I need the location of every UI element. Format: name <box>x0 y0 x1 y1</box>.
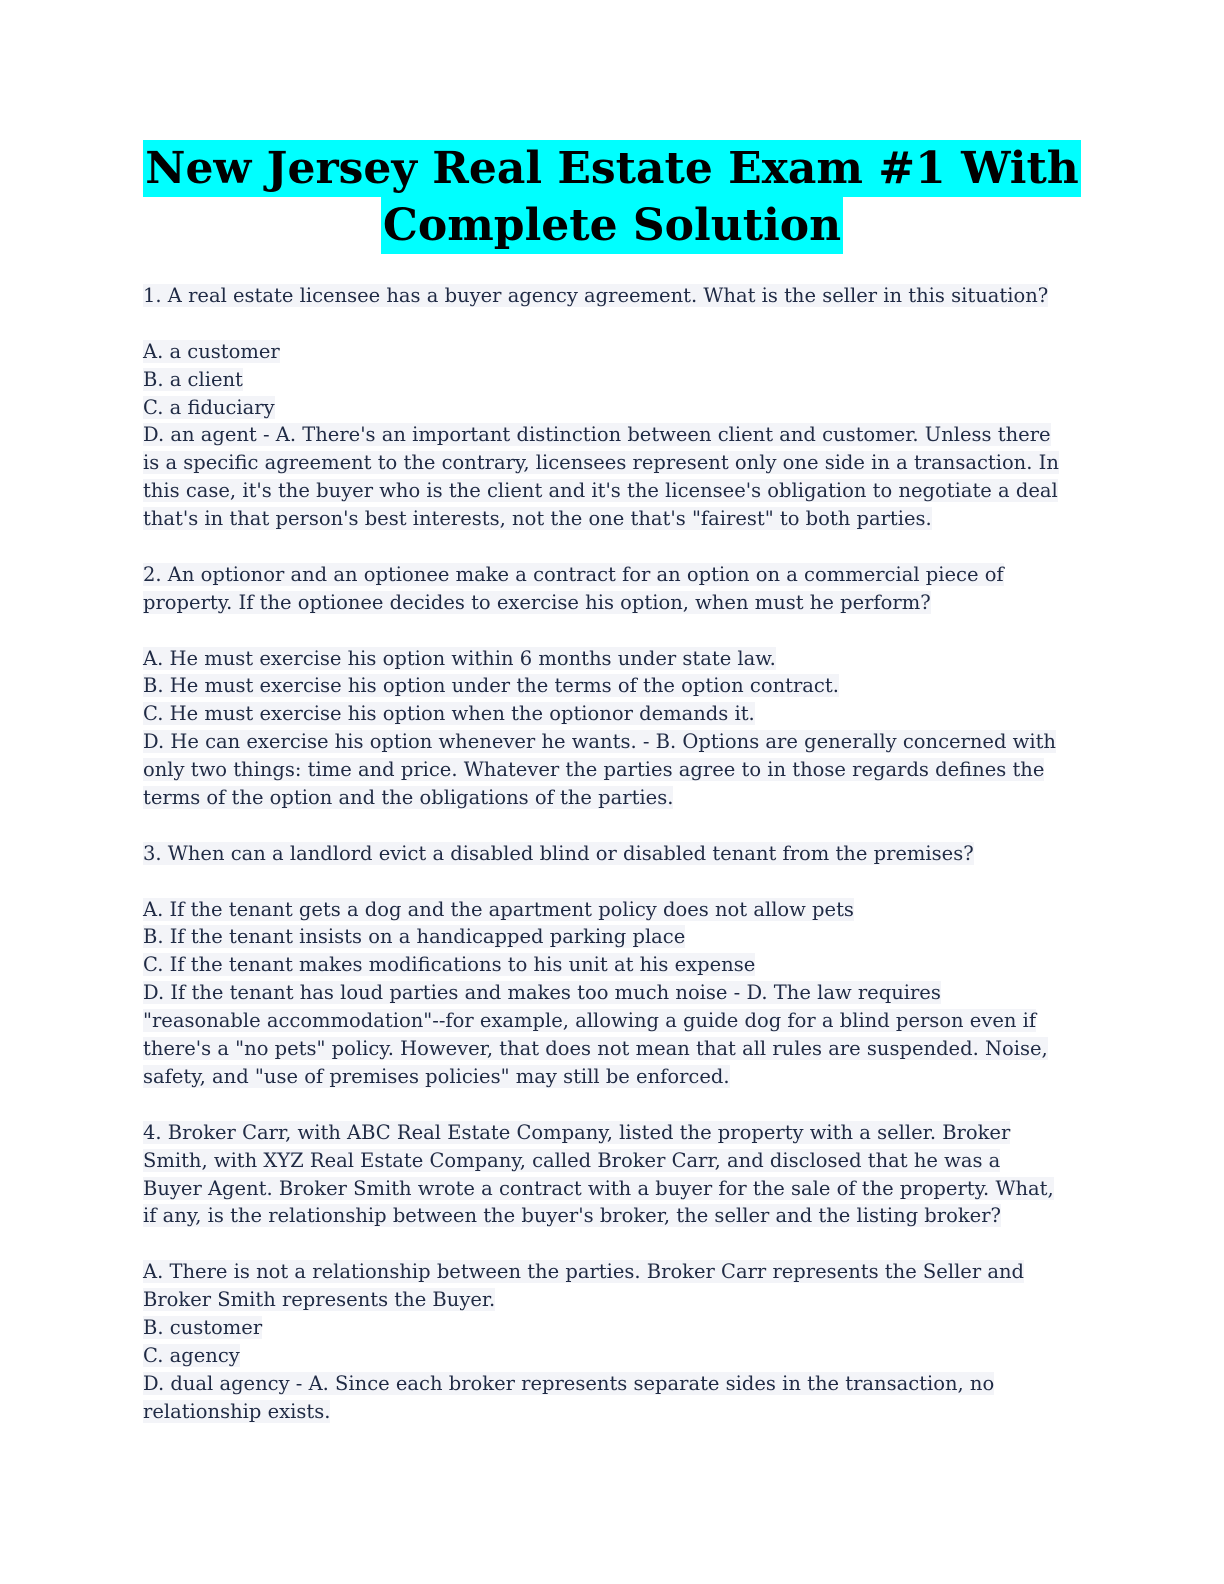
answer-explanation: is a specific agreement to the contrary, licensees represent only one side in a transaction. In <box>143 451 1059 475</box>
answer-choice: C. If the tenant makes modifications to his unit at his expense <box>143 953 756 977</box>
answer-choice: Broker Smith represents the Buyer. <box>143 1288 496 1312</box>
title-line-1: New Jersey Real Estate Exam #1 With <box>143 140 1081 197</box>
answer-choice: D. an agent - A. There's an important distinction between client and customer. Unless there <box>143 423 1051 447</box>
question-stem: Buyer Agent. Broker Smith wrote a contract with a buyer for the sale of the property. What, <box>143 1176 1054 1200</box>
question-list <box>143 282 1083 1426</box>
answer-explanation: relationship exists. <box>143 1399 331 1423</box>
answer-choice: A. a customer <box>143 339 280 363</box>
question-2 <box>143 561 1083 812</box>
answer-choice: A. He must exercise his option within 6 months under state law. <box>143 646 776 670</box>
answer-explanation: safety, and "use of premises policies" may still be enforced. <box>143 1064 730 1088</box>
answer-choice: B. customer <box>143 1315 263 1339</box>
question-stem: 4. Broker Carr, with ABC Real Estate Company, listed the property with a seller. Broker <box>143 1120 1011 1144</box>
answer-choice: A. If the tenant gets a dog and the apartment policy does not allow pets <box>143 897 854 921</box>
answer-explanation: only two things: time and price. Whatever the parties agree to in those regards defines the <box>143 758 1045 782</box>
answer-choice: D. If the tenant has loud parties and makes too much noise - D. The law requires <box>143 981 941 1005</box>
answer-explanation: terms of the option and the obligations of the parties. <box>143 786 674 810</box>
answer-choice: C. a fiduciary <box>143 395 275 419</box>
answer-choice: D. He can exercise his option whenever he wants. - B. Options are generally concerned with <box>143 730 1056 754</box>
answer-choice: B. If the tenant insists on a handicapped parking place <box>143 925 686 949</box>
answer-explanation: "reasonable accommodation"--for example, allowing a guide dog for a blind person even if <box>143 1009 1037 1033</box>
question-4 <box>143 1119 1083 1426</box>
question-stem: 2. An optionor and an optionee make a contract for an option on a commercial piece of <box>143 562 1004 586</box>
answer-choice: B. a client <box>143 367 243 391</box>
answer-explanation: that's in that person's best interests, not the one that's "fairest" to both parties. <box>143 507 932 531</box>
answer-choice: D. dual agency - A. Since each broker represents separate sides in the transaction, no <box>143 1371 995 1395</box>
question-3 <box>143 840 1083 1091</box>
answer-explanation: there's a "no pets" policy. However, that does not mean that all rules are suspended. Noise, <box>143 1037 1048 1061</box>
document-title <box>0 140 1224 254</box>
answer-explanation: this case, it's the buyer who is the client and it's the licensee's obligation to negotiate a deal <box>143 479 1058 503</box>
question-stem: 1. A real estate licensee has a buyer agency agreement. What is the seller in this situation? <box>143 284 1049 307</box>
question-1 <box>143 282 1083 533</box>
answer-choice: A. There is not a relationship between the parties. Broker Carr represents the Seller and <box>143 1260 1025 1284</box>
question-stem: 3. When can a landlord evict a disabled blind or disabled tenant from the premises? <box>143 841 974 865</box>
answer-choice: C. He must exercise his option when the optionor demands it. <box>143 702 755 726</box>
question-stem: Smith, with XYZ Real Estate Company, called Broker Carr, and disclosed that he was a <box>143 1148 1001 1172</box>
answer-choice: B. He must exercise his option under the terms of the option contract. <box>143 674 839 698</box>
title-line-2: Complete Solution <box>381 197 843 254</box>
question-stem: property. If the optionee decides to exercise his option, when must he perform? <box>143 590 931 614</box>
question-stem: if any, is the relationship between the buyer's broker, the seller and the listing broker? <box>143 1204 1001 1228</box>
answer-choice: C. agency <box>143 1343 240 1367</box>
